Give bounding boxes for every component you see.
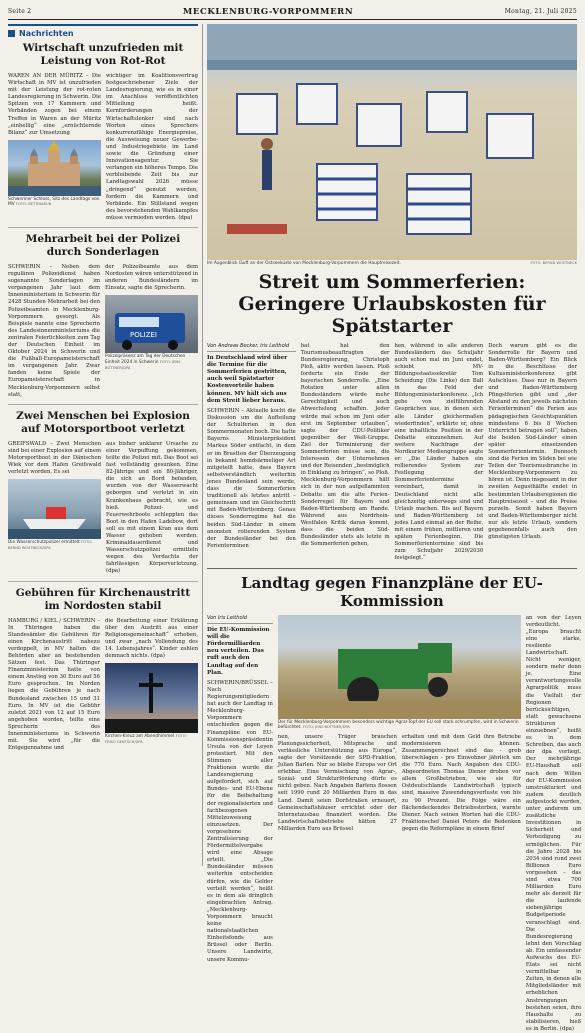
article-text-left: HAMBURG / KIEL / SCHWERIN – In Thüringen haben die Standesämter die Gebühren für einen Kirchenaustritt nahezu verdoppelt, in MV halten die Behörden aber an bestehenden Sätzen fest. Das Thüringer Finanzministerium hatte von einem Anstieg von 30 Euro auf 56 Euro gesprochen. Im Norden liegen die Gebühren je nach Bundesland zwischen 15 und 31 Euro. In MV ist die Gebühr zuletzt 2021 von 12 auf 15 Euro angehoben worden, teilte eine Sprecherin des Innenministeriums in Schwerin mit. Sie wird „für die Entgegennahme und xyxy=(8,618,100,753)
article-title: Mehrarbeit bei der Polizei durch Sonderlagen xyxy=(8,233,198,259)
article-col-1: SCHWERIN/BRÜSSEL – Nach Regierungsmitgliedern hat auch der Landtag in Mecklenburg-Vorpommern entschieden gegen die Finanzpläne von EU-Kommissionspräsidentin Ursula von der Leyen protestiert. Mit den Stimmen aller Fraktionen wurde die Landesregierung aufgefordert, sich auf Bundes- und EU-Ebene für die Beibehaltung der regionalisierten und fachbezogenen Mittelzuweisung einzusetzen. Der vorgesehene Zentralisierung der Fördermittelvergabe wird eine Absage erteilt. „Die Bundesländer müssen weiterhin entscheiden dürfen, wie die Gelder verteilt werden“, heißt es in dem als dringlich eingebrachten Antrag. „Mecklenburg-Vorpommern braucht keine nationalstaatlichen Einheitsfonds aus Brüssel oder Berlin. Unsere Landwirte, unsere Kommu- xyxy=(207,680,273,964)
main-content xyxy=(207,24,577,866)
article-text-right: die Bearbeitung einer Erklärung über den Austritt aus einer Religionsgemeinschaft“ erhoben, und zwar „nach Vollendung des 14. Lebensjahres“. Kinder zahlen demnach nichts. (dpa) xyxy=(105,618,198,661)
agrar-photo xyxy=(278,615,521,719)
article-title: Gebühren für Kirchenaustritt im Nordosten stabil xyxy=(8,587,198,613)
article-kirchenaustritt xyxy=(8,587,198,753)
article-polizei xyxy=(8,233,198,399)
section-title: MECKLENBURG-VORPOMMERN xyxy=(183,7,353,17)
photo-caption: Polizeipräsenz am Tag der Deutschen Einheit 2024 in Schwerin FOTO: JENS BÜTTNER/DPA xyxy=(105,354,198,371)
police-photo xyxy=(105,295,198,353)
article-text-right: wichtiger im Koalitionsvertrag festgeschriebener Ziele der Landesregierung, wie es in einer im Anschluss veröffentlichten Mitteilung heißt. Kernforderungen der Wirtschaftslenker sind nach Worten eines Sprechers konkurrenzfähige Energiepreise, die Ausweisung neuer Gewerbe- und Industriegebiete im Land sowie die Gründung einer Innovationsagentur. Sie verlangen ein höheres Tempo. Die verbleibende Zeit bis zur Landtagswahl 2026 müsse „dringend“ genutzt werden, fordern die Kammern und Verbände. Ein Stillstand wegen des bevorstehenden Wahlkampfes müsse vermieden werden. (dpa) xyxy=(106,73,198,222)
photo-caption: Der für Mecklenburg-Vorpommern besonders wichtige Agrar-Topf der EU soll stark schrumpfen, wird in Schwerin befürchtet. FOTO: JENS BÜTTNER/DPA xyxy=(278,720,521,731)
beach-photo xyxy=(207,24,577,260)
boat-photo xyxy=(8,479,101,539)
svg-text:POLIZEI: POLIZEI xyxy=(130,331,157,339)
main-headline: Streit um Sommerferien: Geringere Urlaubskosten für Spätstarter xyxy=(207,271,577,337)
byline: Von Andreas Becker, Iris Leithold xyxy=(207,343,296,352)
article-col-2: nen, unsere Träger brauchen Planungssicherheit, Mitsprache und verlässliche Unterstützung aus Europa“, sagte der Vorsitzende der SPD-Fraktion, Julian Barlen. Nur so bliebe Europa vor Ort erlebbar. Eine Vermischung von Agrar-, Sozial- und Strukturförderung dürfe es nicht geben. Nach Angaben Barlens flossen seit 1990 rund 20 Milliarden Euro in das Land. Damit seien Dorfstraßen erneuert, Gemeinschaftshäuser errichtet oder der Internetausbau finanziert worden. Die Landwirtschaftsbetriebe hätten 27 Milliarden Euro aus Brüssel xyxy=(278,734,397,833)
column-divider xyxy=(202,24,203,866)
article-col-2: hat hat den Tourismusbeauftragten der Bundesregierung, Christoph Ploß, aktiv werden lassen. Ploß forderte ein Ende der bayerischen Sonderrolle. „Eine Rotation unter allen Bundesländern würde mehr Gerechtigkeit und auch Abwechslung schaffen. Jeder würde mal schon im Juni oder erst im September urlauben“, sagte der CDU-Politiker gegenüber der Welt-Gruppe. Ziel der Terminierung der Sommerferien müsse sein, die Interessen der Unternehmen und der Reisenden „bestmöglich in Einklang zu bringen“, so Ploß. Mecklenburg-Vorpommern hält sich in der nun aufgeflammten Debatte um die alte Ferien-Sonderregel für Bayern und Baden-Württemberg am Rande. Während aus Nordrhein-Westfalen Kritik daran kommt, dass die beiden Süd-Bundesländer stets als letzte in die Sommerferien gehen, xyxy=(301,343,390,563)
news-sidebar xyxy=(8,24,198,866)
divider xyxy=(207,568,577,569)
cross-photo xyxy=(105,663,198,733)
article-lead: Die EU-Kommission will die Fördermilliarden neu verteilen. Das ruft auch den Landtag auf den Plan. xyxy=(207,627,273,677)
nachrichten-kicker: Nachrichten xyxy=(8,24,198,38)
article-text-left: SCHWERIN – Neben dem regulären Polizeidienst haben sogenannte Sonderlagen im vergangenen Jahr laut dem Innenministerium in Schwerin für 2428 Stunden Mehrarbeit bei den Polizeibeamten in Mecklenburg-Vorpommern gesorgt. Als Beispiele nannte eine Sprecherin des Landesinnenministeriums die zentralen Feierlichkeiten zum Tag der Deutschen Einheit im Oktober 2024 in Schwerin und die Fußball-Europameisterschaft im vergangenen Jahr. Zwar fanden keine Spiele der Europameisterschaft in Mecklenburg-Vorpommern selbst statt, xyxy=(8,264,100,399)
article-wirtschaft xyxy=(8,42,198,222)
page-number: Seite 2 xyxy=(8,8,31,15)
article-col-4: Doch warum gibt es die Sonderrolle für Bayern und Baden-Württemberg? Ein Blick in die Beschlüsse der Kultusministerkonferenz gibt Aufschluss. Dass nur in Bayern und Baden-Württemberg Pfingstferien gibt und „der Abstand zu den jeweils nächsten Ferienterminen“ die Ferien aus pädagogischen Gesichtspunkten mindestens 6 bis 8 Wochen Unterricht betragen soll“, haben die beiden Süd-Länder einen später einsetzenden Sommerferientermin. Dennoch sind die Ferien im Süden bei wie Teilen der Tourismusbranche in Mecklenburg-Vorpommern zu hören ist. Denn insgesamt in der zweiten Augusthälfte endet in bestimmten Urlaubsregionen die Hauptreisezeit – und die Preise purzeln. Somit haben Bayern und Baden-Württemberger nicht nur als letzte Urlaub, sondern gegebenenfalls auch den günstigsten Urlaub. xyxy=(488,343,577,563)
schloss-photo xyxy=(8,140,101,196)
article-title: Wirtschaft unzufrieden mit Leistung von Rot-Rot xyxy=(8,42,198,68)
byline: Von Iris Leithold xyxy=(207,615,273,624)
divider xyxy=(8,227,198,228)
article-col-1: SCHWERIN – Aktuelle kocht die Diskussion um die Aufteilung der Schulferien in den Sommermonaten hoch. Die hatte Bayerns Ministerpräsident Markus Söder entfacht, in dem er im Brustton der Überzeugung in bekannt hemdsärmeliger Art mitgeteilt hatte, dass Bayern selbstverständlich weiterhin jenes Bundesland sein werde, dass die Sommerferien traditionell als letztes antritt – gemeinsam und im Gleichschritt mit Baden-Württemberg. Genau dieses Sonderregime hat die beiden Süd-Länder in einem anonsten rotierenden System der Bundesländer bei den Ferienterminen xyxy=(207,408,296,550)
article-col-3: hen, während in alle anderen Bundesländern das Schuljahr auch schon mal im Juni endet, schiebt MV-Bildungsstaatssekretär Tom Scheidung (Die Linke) den Ball in das Feld der Bildungsministerkonferenz. „Ich gehe von zielführenden Gesprächen aus, in denen sich alle Länder gleichermaßen wiederfinden“, erklärte er, ohne eine inhaltliche Position in der Debatte einzunehmen. Auf weitere Nachfrage der Nordkurier Mediengruppe sagte er: „Die Länder haben ein rollierendes System zur Festlegung der Sommerferientermine vereinbart, damit in Deutschland nicht alle gleichzeitig unterwegs sind und Urlaub machen. Bis auf Bayern und Baden-Württemberg ist jedes Land einmal an der Reihe, mit einem frühen, mittleren und späten Ferienbeginn. Die Sommerferientermine sind bis zum Schuljahr 2029/2030 festgelegt.“ xyxy=(395,343,484,563)
photo-caption: Schweriner Schloss, Sitz des Landtags von MV FOTO: BETTINABUN xyxy=(8,197,101,208)
article-title: Zwei Menschen bei Explosion auf Motorsportboot verletzt xyxy=(8,410,198,436)
article-lead: In Deutschland wird über die Termine für die Sommerferien gestritten, auch weil Spätstarter Kostenvorteile haben können. MV hält sich aus dem Streit lieber heraus. xyxy=(207,355,296,405)
divider xyxy=(8,581,198,582)
article-text-right: der Polizeibeamte aus dem Nordosten wären unterstützend in anderen Bundesländern im Einsatz, sagte die Sprecherin. xyxy=(105,264,198,292)
article-explosion xyxy=(8,410,198,576)
photo-caption: Die Wasserschutzpolizei ermittelt FOTO: BERND WÜSTNECK/DPA xyxy=(8,540,101,551)
divider xyxy=(8,404,198,405)
page-header xyxy=(8,4,577,20)
kicker-square-icon xyxy=(8,30,15,37)
article-text-left: GREIFSWALD – Zwei Menschen sind bei einer Explosion auf einem Motorsportboot in der Dänischen Wiek vor dem Hafen Greifswald verletzt worden. Es sei xyxy=(8,441,101,476)
article-col-3: erhalten und mit dem Geld ihre Betriebe modernisieren können. Zusammengerechnet sind das - grob überschlagen - pro Einwohner jährlich um die 770 Euro. Nach Angaben des CDU-Abgeordneten Thomas Diener drohen vor allem Großbetrieben, wie sie für Ostdeutschlands Landwirtschaft typisch sind, massive Zuwendungsverluste von bis zu 90 Prozent. Die Folge wäre ein flächendeckendes Betriebssterben, warnte Diener. Nach seinen Worten hat die CDU-Fraktionschef Daniel Peters die Bedenken gegen die Reformpläne in einem Brief xyxy=(402,734,521,833)
main-photo-caption: Im Augenblick läuft an der Ostseeküste von Mecklenburg-Vorpommern die Hauptreisezeit. FOTO: BERND WÜSTNECK xyxy=(207,261,577,267)
second-headline: Landtag gegen Finanzpläne der EU-Kommission xyxy=(207,574,577,610)
photo-caption: Kirchen-Kreuz am Abendhimmel FOTO: FRISO GENTSCH/DPA xyxy=(105,734,198,745)
page-date: Montag, 21. Juli 2025 xyxy=(505,8,577,15)
article-text-right: aus bisher unklarer Ursache zu einer Verpuffung gekommen, teilte die Polizei mit. Das Boot sei fast vollständig gesunken. Eine 82-Jährige und ein 80-Jähriger, die sich an Bord befanden, wurden von der Wasserwacht geborgen und verletzt in ein Krankenhaus gebracht, wie es hieß. Polizei- und Feuerwehrboote schleppten das Boot in den Hafen Ladebow, dort soll es mit einem Kran aus dem Wasser gehoben werden. Kriminaldauerdienst und Wasserschutzpolizei ermitteln wegen des Verdachts der fahrlässigen Körperverletzung. (dpa) xyxy=(106,441,198,576)
article-col-4: an von der Leyen verdeutlicht. „Europa braucht eine starke, resiliente Landwirtschaft. Nicht weniger, sondern mehr denn je. Eine verantwortungsvolle Agrarpolitik muss die Vielfalt der Regionen berücksichtigen, statt gewachsene Strukturen einzuebnen“, heißt es in dem Schreiben, das auch der dpa vorliegt. Der mehrjährige EU-Haushalt soll nach dem Willen der EU-Kommission umstrukturiert und zudem deutlich aufgestockt werden, unter anderem um zusätzliche Investitionen in Sicherheit und Verteidigung zu ermöglichen. Für die Jahre 2028 bis 2034 sind rund zwei Billionen Euro vorgesehen – das sind etwa 700 Milliarden Euro mehr als derzeit für die laufende siebenjährige Budgetperiode veranschlagt sind. Die Bundesregierung lehnt den Vorschlag ab. Ein umfassender Aufwuchs des EU-Etats sei nicht vermittelbar in Zeiten, in denen alle Mitgliedsländer mit erheblichen Anstrengungen bestehen seien, ihre Haushalte zu stabilisieren, hieß es in Berlin. (dpa) xyxy=(526,615,581,1033)
article-text-left: WAREN AN DER MÜRITZ – Die Wirtschaft in MV ist unzufrieden mit der Leistung der rot-roten Landesregierung in Schwerin. Die Spitzen von 17 Kammern und Verbänden zogen bei einem Treffen in Waren an der Müritz „einhellig“ eine „ernüchternde Bilanz“ zur Umsetzung xyxy=(8,73,101,137)
